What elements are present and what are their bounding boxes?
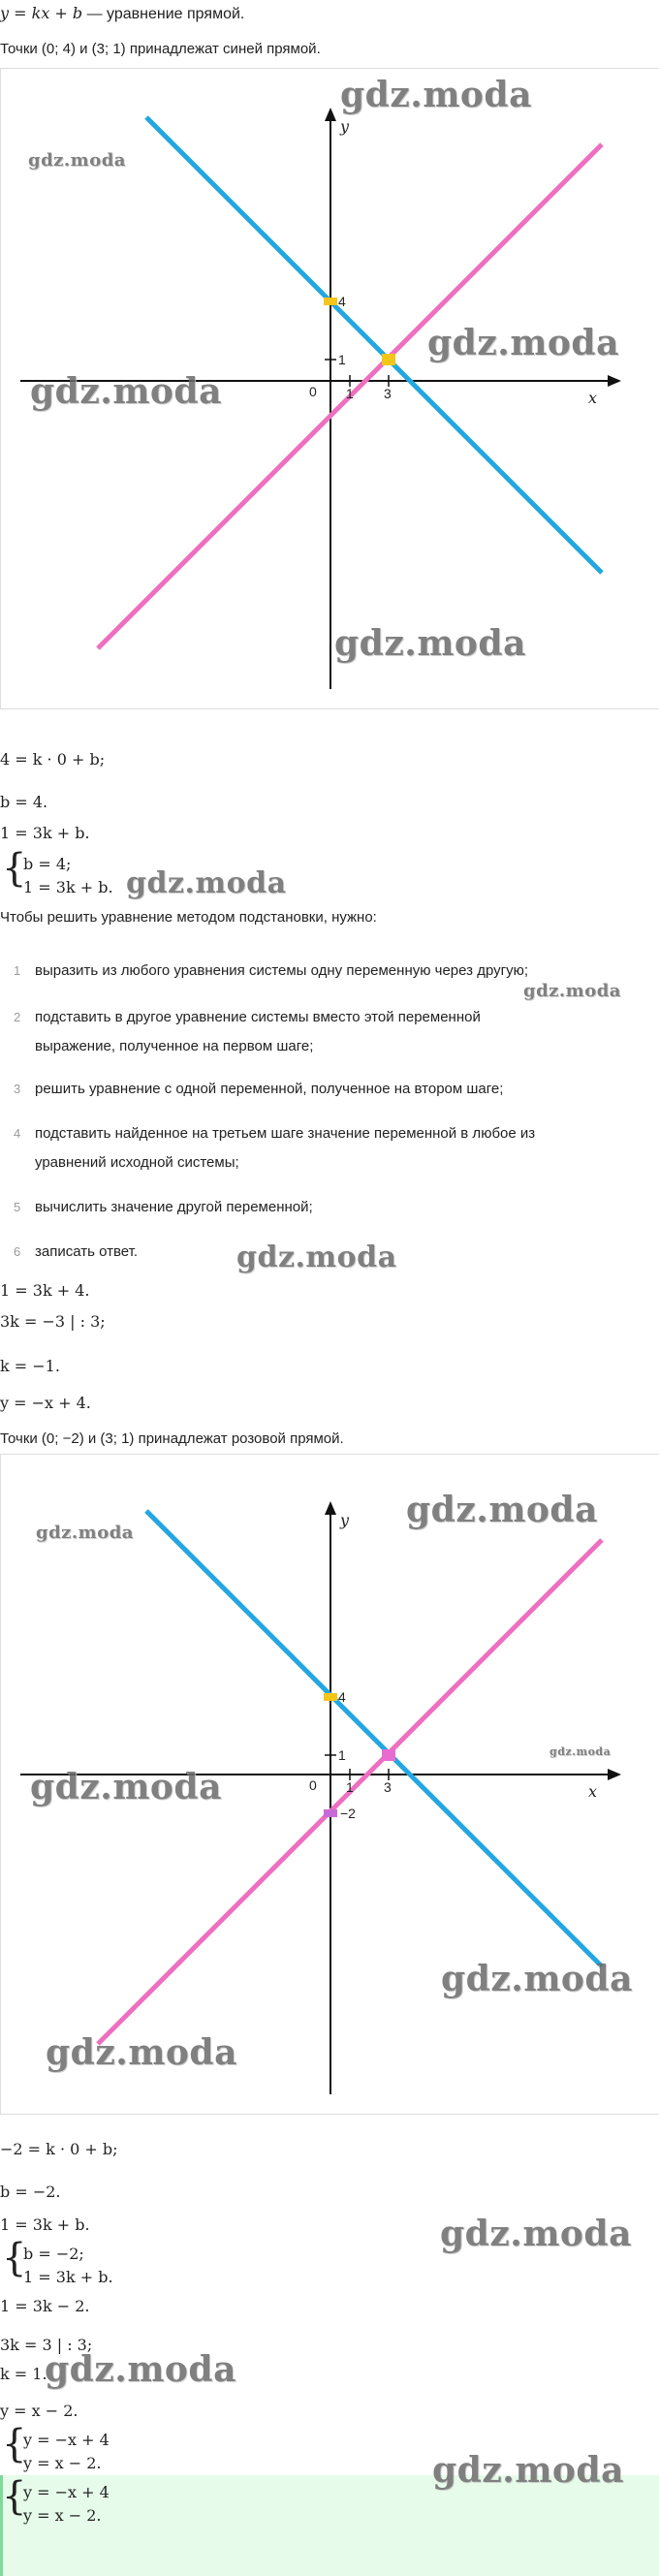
x-axis-arrow [608, 375, 621, 387]
y-axis-arrow [325, 108, 336, 121]
method-intro: Чтобы решить уравнение методом подстановки, нужно: [0, 909, 377, 926]
eq-line: y = −x + 4. [0, 1394, 91, 1412]
watermark: gdz.moda [432, 2450, 624, 2491]
step-text: записать ответ. [35, 1243, 138, 1260]
step-text: выразить из любого уравнения системы одну переменную через другую; [35, 962, 529, 979]
x-axis-label: x [588, 389, 598, 407]
intro-equation [0, 4, 244, 23]
x-axis-arrow [608, 1769, 621, 1780]
point-0-4 [324, 1693, 337, 1701]
watermark: gdz.moda [549, 1745, 612, 1758]
watermark: gdz.moda [406, 1490, 598, 1530]
tick-x1-label: 1 [346, 386, 354, 401]
step-text: подставить в другое уравнение системы вместо этой переменной [35, 1009, 481, 1025]
eq-line: k = 1. [0, 2365, 47, 2383]
eq-line: b = 4. [0, 793, 48, 811]
point-0-minus2 [324, 1809, 337, 1817]
point-0-4 [324, 298, 337, 305]
equation-caption: — уравнение прямой. [82, 6, 245, 22]
tick-y1-label: 1 [338, 1747, 346, 1763]
step-text: уравнений исходной системы; [35, 1154, 239, 1171]
point-3-1 [382, 354, 395, 365]
eq-line: 3k = −3 | : 3; [0, 1312, 106, 1331]
eq-line: b = −2. [0, 2183, 61, 2201]
tick-x3-label: 3 [384, 386, 392, 401]
watermark: gdz.moda [45, 2349, 236, 2390]
eq-line: y = x − 2. [0, 2402, 78, 2420]
system-line: y = x − 2. [23, 2454, 102, 2472]
blue-line [146, 1511, 602, 1966]
watermark: gdz.moda [440, 2214, 632, 2254]
system-brace: { [2, 2422, 27, 2466]
tick-y-minus2-label: −2 [340, 1806, 356, 1821]
step-number: 6 [14, 1244, 21, 1259]
step-number: 3 [14, 1082, 21, 1096]
watermark: gdz.moda [427, 323, 619, 363]
eq-line: 1 = 3k + 4. [0, 1281, 90, 1300]
answer-system-line: y = −x + 4 [23, 2483, 110, 2501]
system-brace: { [2, 846, 27, 891]
tick-y4-label: 4 [338, 294, 346, 309]
eq-line: −2 = k · 0 + b; [0, 2140, 118, 2158]
tick-y4-label: 4 [338, 1689, 346, 1705]
watermark: gdz.moda [28, 150, 126, 171]
points-pink-text: Точки (0; −2) и (3; 1) принадлежат розовой прямой. [0, 1430, 344, 1447]
eq-line: 3k = 3 | : 3; [0, 2336, 93, 2354]
step-text: решить уравнение с одной переменной, полученное на втором шаге; [35, 1081, 504, 1097]
eq-line: 1 = 3k + b. [0, 2215, 90, 2234]
step-text: выражение, полученное на первом шаге; [35, 1038, 314, 1054]
graph-1-panel [0, 68, 659, 709]
watermark: gdz.moda [441, 1959, 633, 1999]
origin-label: 0 [309, 1777, 317, 1793]
graph-2-panel [0, 1454, 659, 2115]
watermark: gdz.moda [523, 981, 621, 1001]
watermark: gdz.moda [46, 2032, 237, 2073]
eq-line: 4 = k · 0 + b; [0, 750, 106, 769]
eq-line: k = −1. [0, 1357, 60, 1375]
step-number: 2 [14, 1010, 21, 1024]
step-number: 1 [14, 963, 21, 978]
step-text: вычислить значение другой переменной; [35, 1199, 313, 1215]
system-line: 1 = 3k + b. [23, 878, 113, 896]
y-axis-label: y [340, 1511, 350, 1529]
system-line: b = 4; [23, 855, 72, 873]
watermark: gdz.moda [36, 1523, 134, 1543]
y-axis-arrow [325, 1501, 336, 1515]
eq-line: 1 = 3k + b. [0, 824, 90, 842]
step-number: 4 [14, 1126, 21, 1141]
watermark: gdz.moda [340, 75, 532, 115]
x-axis-label: x [588, 1782, 598, 1801]
equation-formula: y = kx + b [0, 4, 83, 22]
origin-label: 0 [309, 384, 317, 399]
step-number: 5 [14, 1200, 21, 1214]
step-text: подставить найденное на третьем шаге значение переменной в любое из [35, 1125, 536, 1142]
watermark: gdz.moda [236, 1241, 397, 1274]
points-blue-text: Точки (0; 4) и (3; 1) принадлежат синей прямой. [0, 41, 321, 57]
point-3-1 [382, 1749, 395, 1761]
watermark: gdz.moda [30, 371, 222, 412]
y-axis-label: y [340, 117, 350, 136]
system-line: y = −x + 4 [23, 2431, 110, 2449]
watermark: gdz.moda [334, 623, 526, 664]
tick-x3-label: 3 [384, 1779, 392, 1795]
system-line: b = −2; [23, 2245, 84, 2263]
watermark: gdz.moda [126, 866, 287, 900]
tick-y1-label: 1 [338, 352, 346, 367]
system-brace: { [2, 2474, 27, 2519]
system-brace: { [2, 2236, 27, 2280]
watermark: gdz.moda [30, 1767, 222, 1807]
system-line: 1 = 3k + b. [23, 2268, 113, 2286]
eq-line: 1 = 3k − 2. [0, 2297, 90, 2315]
answer-system-line: y = x − 2. [23, 2506, 102, 2525]
tick-x1-label: 1 [346, 1779, 354, 1795]
